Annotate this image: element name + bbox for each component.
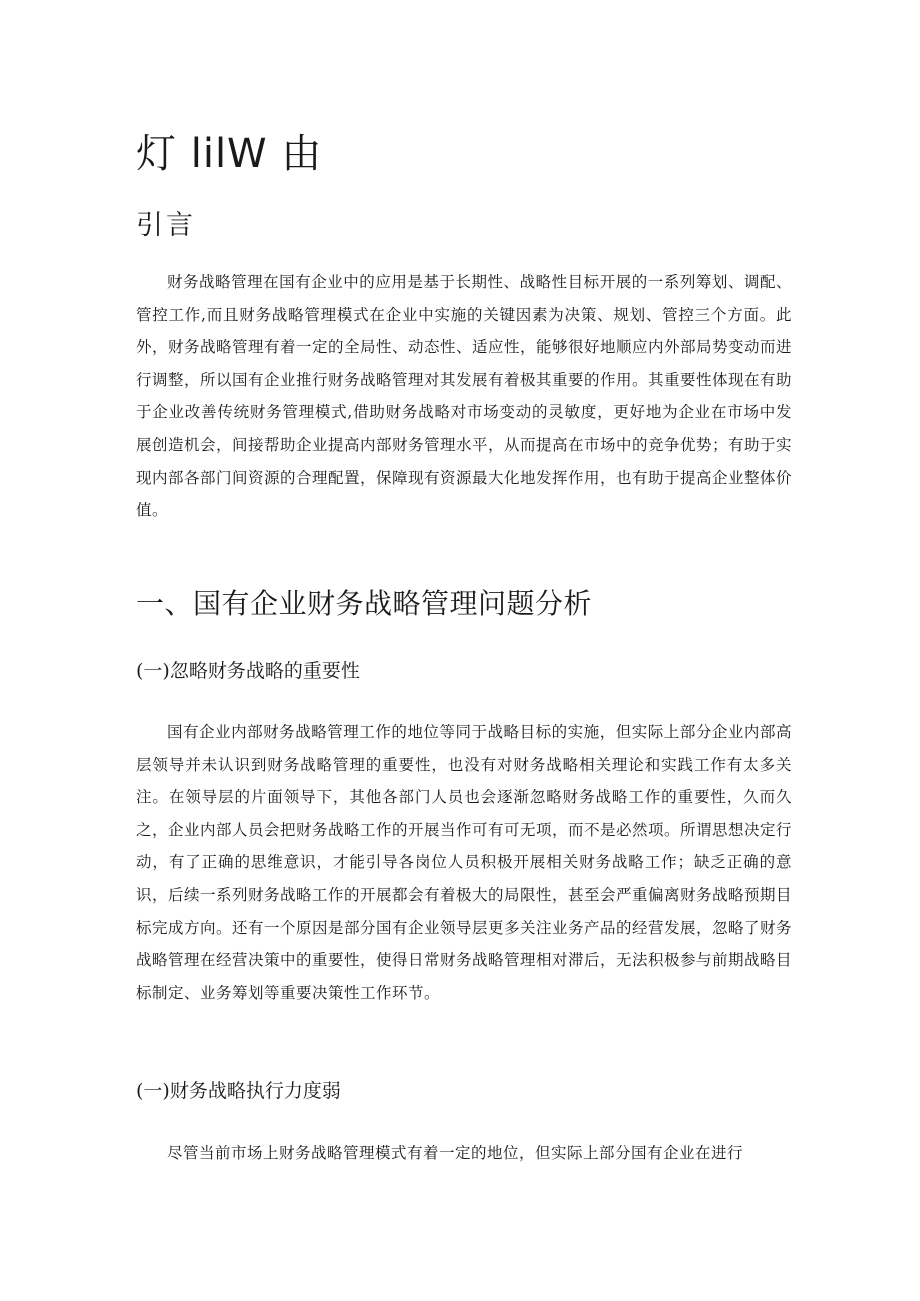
subsection-1-paragraph: 国有企业内部财务战略管理工作的地位等同于战略目标的实施，但实际上部分企业内部高层领导并未认识到财务战略管理的重要性，也没有对财务战略相关理论和实践工作有太多关注。在领导层的片面领导下，其他各部门人员也会逐渐忽略财务战略工作的重要性，久而久之，企业内部人员会把财务战略工作的开展当作可有可无项，而不是必然项。所谓思想决定行动，有了正确的思维意识，才能引导各岗位人员积极开展相关财务战略工作；缺乏正确的意识，后续一系列财务战略工作的开展都会有着极大的局限性，甚至会严重偏离财务战略预期目标完成方向。还有一个原因是部分国有企业领导层更多关注业务产品的经营发展，忽略了财务战略管理在经营决策中的重要性，使得日常财务战略管理相对滞后，无法积极参与前期战略目标制定、业务筹划等重要决策性工作环节。 (136, 723, 793, 1002)
subsection-2-heading: (一)财务战略执行力度弱 (136, 1080, 341, 1102)
intro-heading: 引言 (136, 210, 196, 241)
intro-paragraph: 财务战略管理在国有企业中的应用是基于长期性、战略性目标开展的一系列筹划、调配、管控工作,而且财务战略管理模式在企业中实施的关键因素为决策、规划、管控三个方面。此外，财务战略管理有着一定的全局性、动态性、适应性，能够很好地顺应内外部局势变动而进行调整，所以国有企业推行财务战略管理对其发展有着极其重要的作用。其重要性体现在有助于企业改善传统财务管理模式,借助财务战略对市场变动的灵敏度，更好地为企业在市场中发展创造机会，间接帮助企业提高内部财务管理水平，从而提高在市场中的竞争优势；有助于实现内部各部门间资源的合理配置，保障现有资源最大化地发挥作用，也有助于提高企业整体价值。 (136, 273, 793, 520)
subsection-2-paragraph: 尽管当前市场上财务战略管理模式有着一定的地位，但实际上部分国有企业在进行 (167, 1144, 744, 1162)
subsection-1-heading: (一)忽略财务战略的重要性 (136, 660, 360, 682)
section-1-heading: 一、国有企业财务战略管理问题分析 (136, 587, 593, 620)
document-title: 灯 lilW 由 (136, 131, 323, 177)
